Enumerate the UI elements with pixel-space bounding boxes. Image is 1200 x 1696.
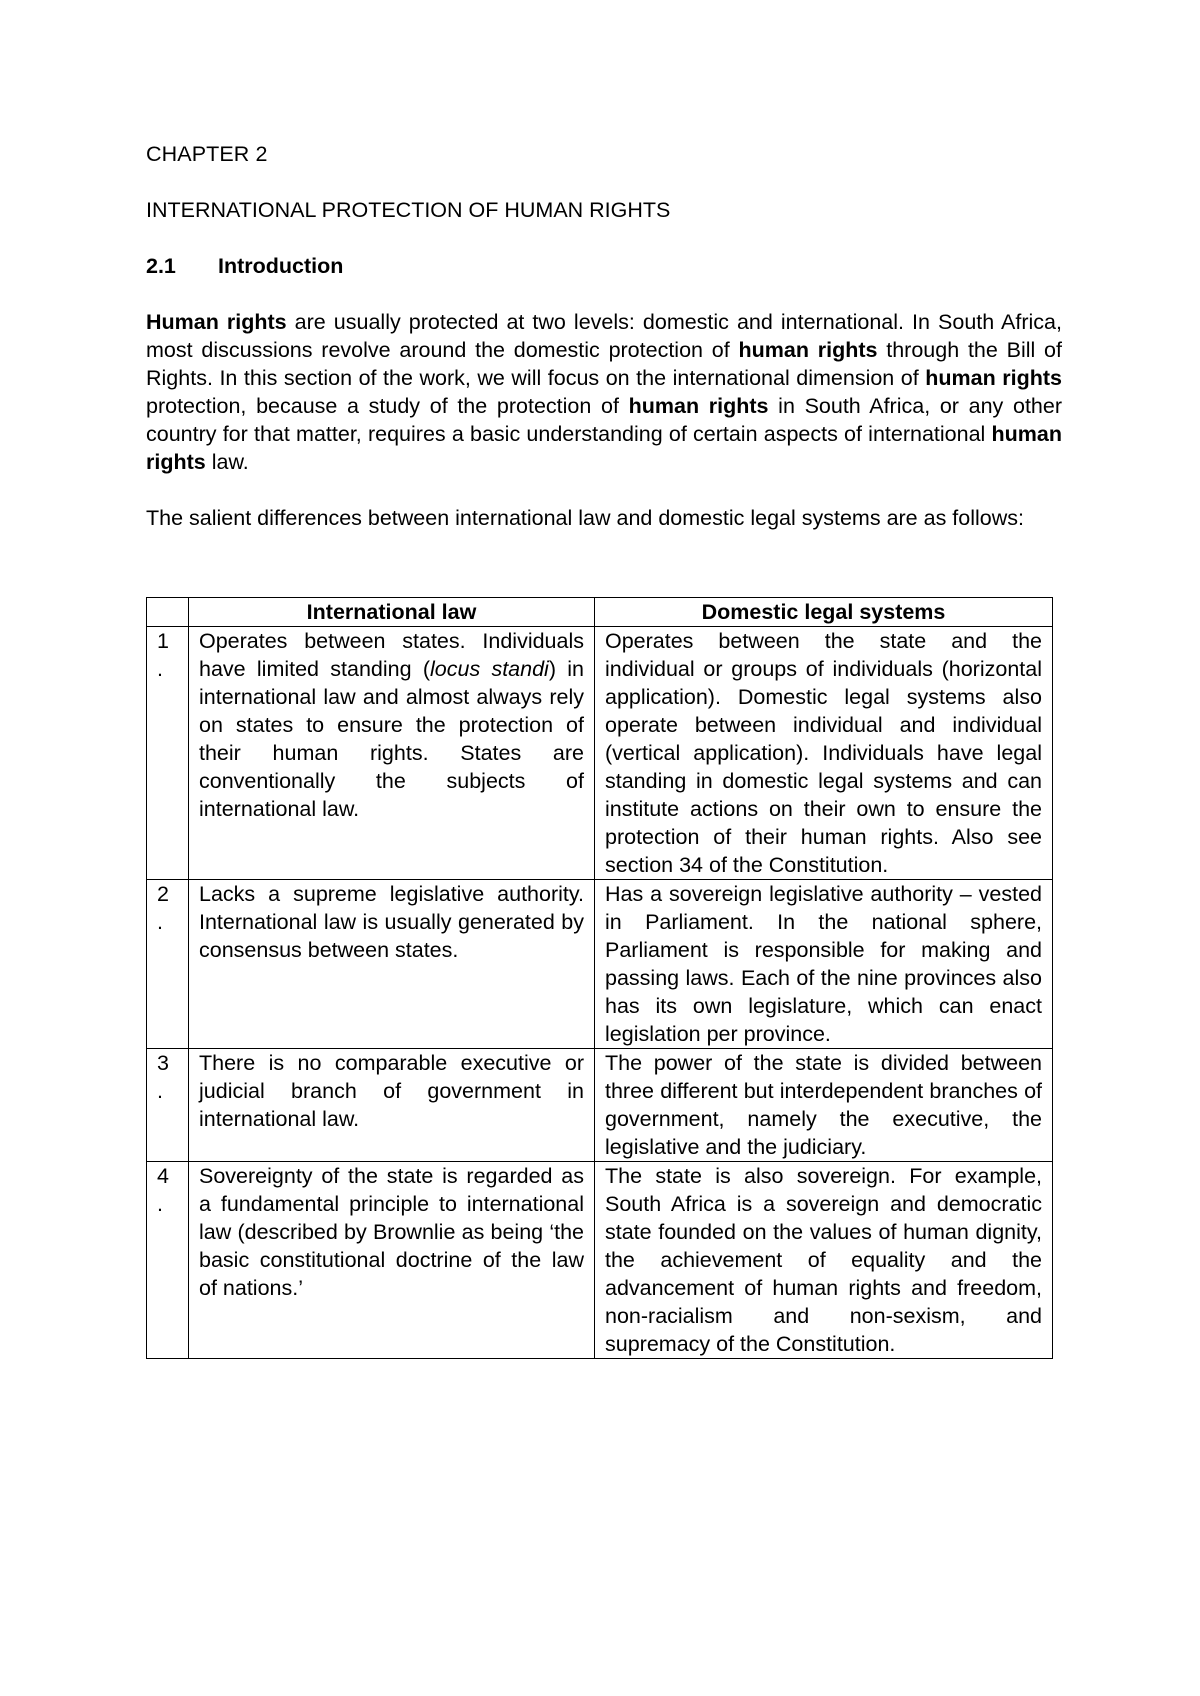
bold-term: Human rights	[146, 310, 287, 334]
bold-term: human rights	[738, 338, 878, 362]
row-number	[147, 1049, 189, 1162]
row-number-digit: 1	[157, 629, 169, 653]
paragraph-text: are usually protected at two levels: domestic and international. In South Africa, most discussions revolve around the domestic protection of	[146, 310, 1062, 362]
comparison-table	[146, 597, 1053, 1359]
document-page	[146, 140, 1062, 532]
bold-term: human rights	[628, 394, 769, 418]
document-title: INTERNATIONAL PROTECTION OF HUMAN RIGHTS	[146, 198, 671, 222]
table-row	[147, 880, 1053, 1049]
domestic-legal-systems-cell: The power of the state is divided between three different but interdependent branches of government, namely the executive, the legislative and the judiciary.	[595, 1049, 1053, 1162]
paragraph-text: protection, because a study of the protection of	[146, 394, 629, 418]
intro-paragraph	[146, 308, 1062, 476]
cell-text: ) in international law and almost always rely on states to ensure the protection of their human rights. States are conventionally the subjects of international law.	[199, 657, 584, 821]
header-international-law: International law	[189, 598, 595, 627]
paragraph-text: through the Bill of Rights. In this section of the work, we will focus on the international dimension of	[146, 338, 1062, 390]
international-law-cell: Sovereignty of the state is regarded as a fundamental principle to international law (described by Brownlie as being ‘the basic constitutional doctrine of the law of nations.’	[189, 1162, 595, 1359]
international-law-cell: There is no comparable executive or judicial branch of government in international law.	[189, 1049, 595, 1162]
row-number-dot: .	[157, 1192, 163, 1216]
domestic-legal-systems-cell: The state is also sovereign. For example, South Africa is a sovereign and democratic state founded on the values of human dignity, the achievement of equality and the advancement of human rights and freedom, non-racialism and non-sexism, and supremacy of the Constitution.	[595, 1162, 1053, 1359]
domestic-legal-systems-cell: Operates between the state and the individual or groups of individuals (horizontal application). Domestic legal systems also operate between individual and individual (vertical application). Individuals have legal standing in domestic legal systems and can institute actions on their own to ensure the protection of their human rights. Also see section 34 of the Constitution.	[595, 627, 1053, 880]
row-number	[147, 627, 189, 880]
bold-term: human rights	[146, 422, 1062, 474]
paragraph-text: law.	[205, 450, 249, 474]
row-number-digit: 2	[157, 882, 169, 906]
row-number-dot: .	[157, 1079, 163, 1103]
paragraph-text: in South Africa, or any other country for that matter, requires a basic understanding of certain aspects of international	[146, 394, 1062, 446]
table-row	[147, 1049, 1053, 1162]
international-law-cell	[189, 627, 595, 880]
row-number-digit: 4	[157, 1164, 169, 1188]
chapter-label: CHAPTER 2	[146, 142, 268, 166]
differences-intro-paragraph: The salient differences between international law and domestic legal systems are as follows:	[146, 506, 1024, 530]
section-number: 2.1	[146, 254, 176, 278]
table-row	[147, 627, 1053, 880]
row-number-digit: 3	[157, 1051, 169, 1075]
header-domestic-legal-systems: Domestic legal systems	[595, 598, 1053, 627]
italic-term: locus standi	[430, 657, 549, 681]
row-number	[147, 880, 189, 1049]
header-number-column	[147, 598, 189, 627]
table-header-row	[147, 598, 1053, 627]
bold-term: human rights	[925, 366, 1062, 390]
section-title: Introduction	[218, 254, 344, 278]
row-number-dot: .	[157, 910, 163, 934]
international-law-cell: Lacks a supreme legislative authority. International law is usually generated by consensus between states.	[189, 880, 595, 1049]
section-heading	[146, 252, 1062, 280]
table-row	[147, 1162, 1053, 1359]
row-number	[147, 1162, 189, 1359]
cell-text: Operates between states. Individuals have limited standing (	[199, 629, 584, 681]
row-number-dot: .	[157, 657, 163, 681]
domestic-legal-systems-cell: Has a sovereign legislative authority – vested in Parliament. In the national sphere, Parliament is responsible for making and passing laws. Each of the nine provinces also has its own legislature, which can enact legislation per province.	[595, 880, 1053, 1049]
